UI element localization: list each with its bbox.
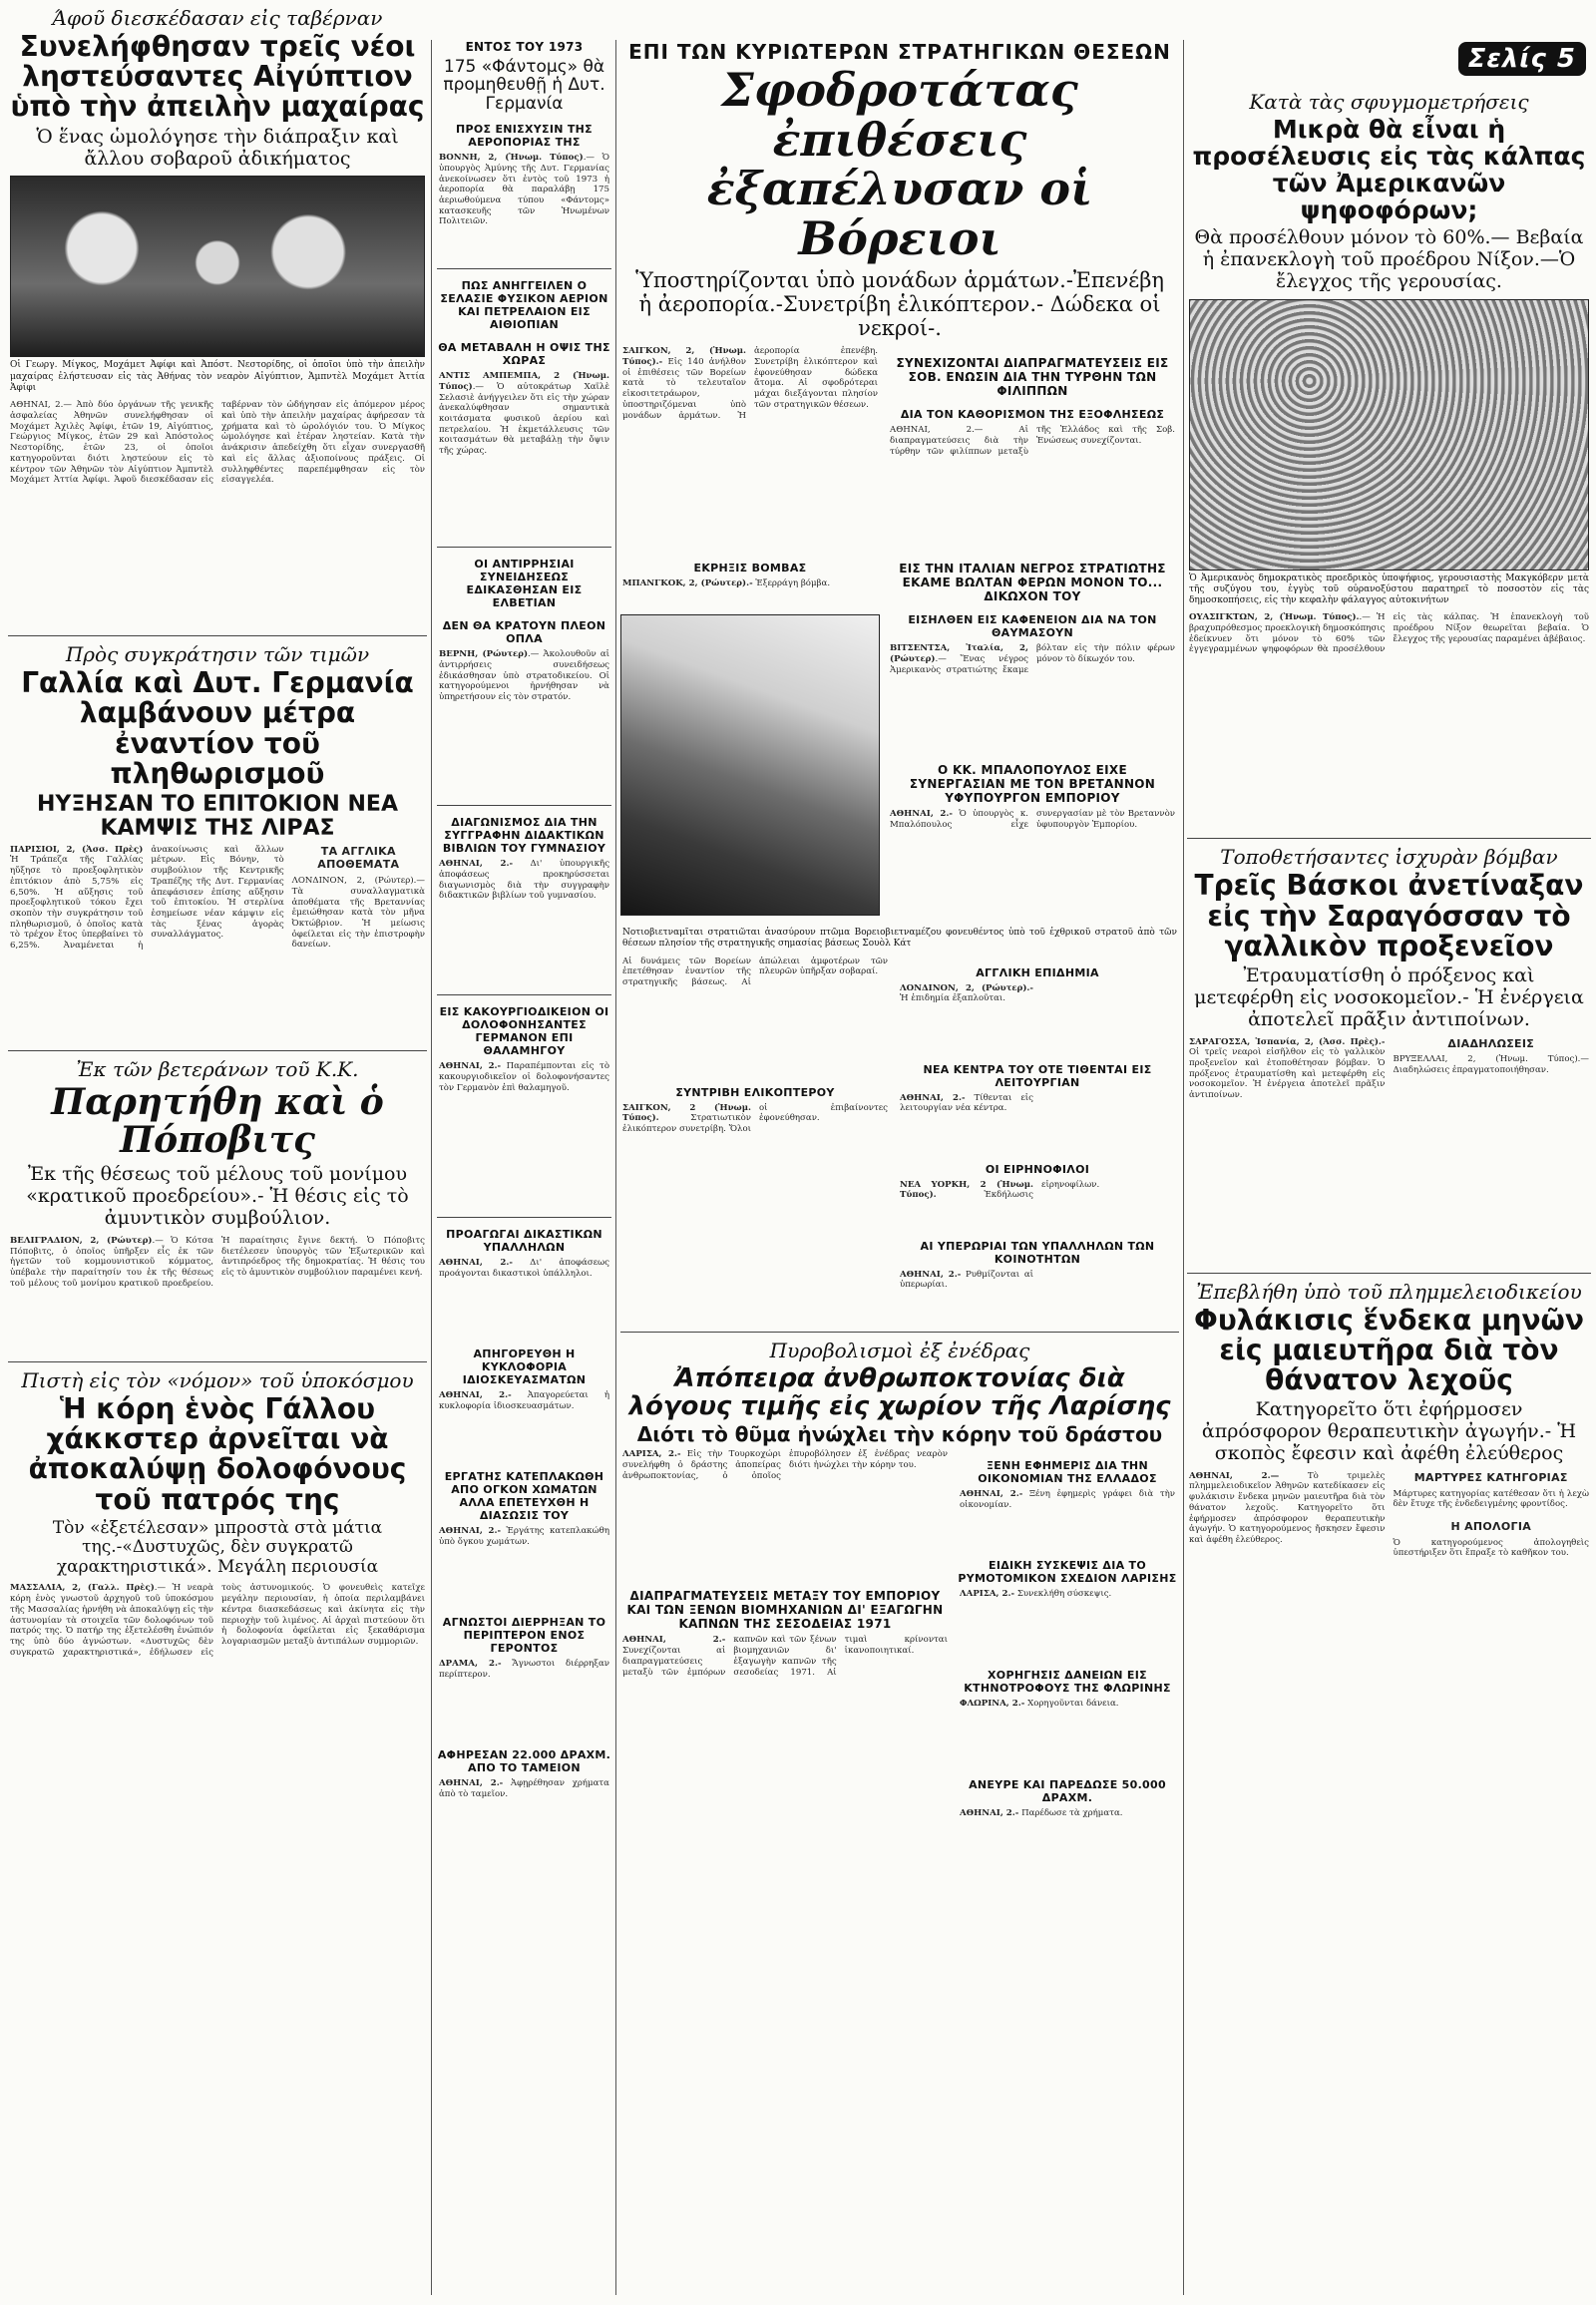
deck: Κατηγορεῖτο ὅτι ἐφήρμοσεν ἀπρόσφορον θεραπευτικὴν ἀγωγήν.- Ἡ σκοπὸς ἔφεσιν καὶ ἀφέθη ἐλεύθερος (1201, 1398, 1577, 1464)
headline: ΕΙΣ ΤΗΝ ΙΤΑΛΙΑΝ ΝΕΓΡΟΣ ΣΤΡΑΤΙΩΤΗΣ ΕΚΑΜΕ ΒΩΛΤΑΝ ΦΕΡΩΝ ΜΟΝΟΝ ΤΟ... ΔΙΚΩΧΟΝ ΤΟΥ (899, 562, 1166, 604)
minor-headline: ΔΙΑΔΗΛΩΣΕΙΣ (1447, 1036, 1535, 1050)
dateline: ΛΑΡΙΣΑ, 2.- (622, 1449, 681, 1460)
divider (8, 1050, 427, 1051)
article-body: ΑΘΗΝΑΙ, 2.— Ἀπὸ δύο ὀργάνων τῆς γενικῆς ἀσφαλείας Ἀθηνῶν συνελήφθησαν οἱ Μοχάμετ Ἀχιλὲς Ἀφίφι, ἐτῶν 19, Αἰγύπτιος, Γεώργιος Μίγκος, ἐτῶν 29 καὶ Ἀπόστολος Νεστορίδης, ἐτῶν 23, οἱ ὁποῖοι κατηγοροῦνται διότι ληστεύουν εἰς τὸ κέντρον τῶν Ἀθηνῶν τὸν Αἰγύπτιον Ἀμπντὲλ Μοχάμετ Ἀττία Ἀφίφι. Ἀφοῦ διεσκέδασαν εἰς ταβέρναν τὸν ὡδήγησαν εἰς ἀπόμερον μέρος καὶ ὑπὸ τὴν ἀπειλὴν μαχαίρας ἀφήρεσαν τὰ χρήματα καὶ τὸ ὡρολόγιόν του. Ὁ Μίγκος ὡμολόγησε καὶ ἑτέραν ληστείαν. Κατὰ τὴν ἀνάκρισιν ἀπεδείχθη ὅτι εἶχαν συνεργασθῆ καὶ εἰς ἄλλας ἀξιοποίνους πράξεις. Οἱ συλληφθέντες παρεπέμφθησαν εἰς τὸν εἰσαγγελέα. (10, 400, 425, 486)
article-body: ΑΘΗΝΑΙ, 2.- Ἐργάτης κατεπλακώθη ὑπὸ ὄγκου χωμάτων. (439, 1526, 609, 1547)
article-body: ΑΘΗΝΑΙ, 2.- Παρέδωσε τὰ χρήματα. (960, 1808, 1123, 1819)
lower-row (620, 1449, 1179, 1864)
article-body: ΑΘΗΝΑΙ, 2.- Δι' ἀποφάσεως προάγονται δικαστικοὶ ὑπάλληλοι. (439, 1258, 609, 1279)
article-body: ΑΘΗΝΑΙ, 2.- Παραπέμπονται εἰς τὸ κακουργιοδικεῖον οἱ δολοφονήσαντες τὸν Γερμανὸν ἐπὶ θαλαμηγοῦ. (439, 1061, 609, 1093)
headline: Ἡ κόρη ἑνὸς Γάλλου χάκκστερ ἀρνεῖται νὰ ἀποκαλύψῃ δολοφόνους τοῦ πατρός της (28, 1391, 407, 1516)
headline: ΕΡΓΑΤΗΣ ΚΑΤΕΠΛΑΚΩΘΗ ΑΠΟ ΟΓΚΟΝ ΧΩΜΑΤΩΝ ΑΛΛΑ ΕΠΕΤΕΥΧΘΗ Η ΔΙΑΣΩΣΙΣ ΤΟΥ (444, 1470, 604, 1523)
kicker: ΕΝΤΟΣ ΤΟΥ 1973 (465, 40, 584, 54)
column-narrow (437, 0, 611, 2305)
article-body: ΑΘΗΝΑΙ, 2.- Ρυθμίζονται αἱ ὑπερωρίαι. (900, 1269, 1033, 1291)
headline: ΟΙ ΑΝΤΙΡΡΗΣΙΑΙ ΣΥΝΕΙΔΗΣΕΩΣ ΕΔΙΚΑΣΘΗΣΑΝ ΕΙΣ ΕΛΒΕΤΙΑΝ (466, 558, 583, 610)
headline: ΕΚΡΗΞΙΣ ΒΟΜΒΑΣ (693, 562, 807, 576)
headline: ΕΙΔΙΚΗ ΣΥΣΚΕΨΙΣ ΔΙΑ ΤΟ ΡΥΜΟΤΟΜΙΚΟΝ ΣΧΕΔΙΟΝ ΛΑΡΙΣΗΣ (958, 1559, 1177, 1586)
kicker: ΕΠΙ ΤΩΝ ΚΥΡΙΩΤΕΡΩΝ ΣΤΡΑΤΗΓΙΚΩΝ ΘΕΣΕΩΝ (628, 40, 1171, 64)
lower-right (958, 1449, 1177, 1864)
dateline: ΑΘΗΝΑΙ, 2.- (900, 1269, 962, 1280)
dateline: ΑΘΗΝΑΙ, 2.- (439, 1778, 504, 1789)
headline: ΑΦΗΡΕΣΑΝ 22.000 ΔΡΑΧΜ. ΑΠΟ ΤΟ ΤΑΜΕΙΟΝ (437, 1748, 611, 1775)
column-rule (615, 40, 616, 2295)
article-body: ΔΡΑΜΑ, 2.- Ἄγνωστοι διέρρηξαν περίπτερον. (439, 1659, 609, 1680)
subheadline: ΔΕΝ ΘΑ ΚΡΑΤΟΥΝ ΠΛΕΟΝ ΟΠΛΑ (442, 619, 606, 646)
kicker: Τοποθετήσαντες ἰσχυρὰν βόμβαν (1220, 845, 1558, 870)
divider (8, 635, 427, 636)
kicker: Πιστὴ εἰς τὸν «νόμον» τοῦ ὑποκόσμου (21, 1367, 414, 1392)
minor-headline: ΜΑΡΤΥΡΕΣ ΚΑΤΗΓΟΡΙΑΣ (1413, 1470, 1568, 1484)
article-body: ΒΕΡΝΗ, (Ρώυτερ).— Ἀκολουθοῦν αἱ ἀντιρρήσεις συνειδήσεως ἐδικάσθησαν ὑπὸ στρατοδικείου. Οἱ κατηγορούμενοι ἠρνήθησαν νὰ ὑπηρετήσουν εἰς τὸν στρατόν. (439, 649, 609, 703)
deck: Ὁ ἕνας ὡμολόγησε τὴν διάπραξιν καὶ ἄλλου σοβαροῦ ἀδικήματος (36, 125, 399, 170)
article-body: ΛΟΝΔΙΝΟΝ, 2, (Ρώυτερ).- Ἡ ἐπιδημία ἐξαπλοῦται. (900, 982, 1033, 1004)
headline: ΠΩΣ ΑΝΗΓΓΕΙΛΕΝ Ο ΣΕΛΑΣΙΕ ΦΥΣΙΚΟΝ ΑΕΡΙΟΝ ΚΑΙ ΠΕΤΡΕΛΑΙΟΝ ΕΙΣ ΑΙΘΙΟΠΙΑΝ (440, 279, 608, 332)
article-body: ΛΑΡΙΣΑ, 2.- Εἰς τὴν Τουρκοχώρι συνελήφθη ὁ δράστης ἀποπείρας ἀνθρωποκτονίας, ὁ ὁποῖος ἐπυροβόλησεν ἐξ ἐνέδρας νεαρὸν διότι ἠνώχλει τὴν κόρην του. (622, 1449, 948, 1481)
headline: Σφοδροτάτας ἐπιθέσεις ἐξαπέλυσαν οἱ Βόρειοι (706, 63, 1093, 266)
dateline: ΑΘΗΝΑΙ, 2.- (622, 1635, 726, 1646)
mid-right (898, 957, 1177, 1326)
article-body: ΣΑΙΓΚΟΝ, 2 (Ἠνωμ. Τύπος). Στρατιωτικὸν ἑλικόπτερον συνετρίβη. Ὅλοι οἱ ἐπιβαίνοντες ἐφονεύθησαν. (622, 1102, 888, 1135)
divider (437, 805, 611, 806)
article-body: ΒΟΝΝΗ, 2, (Ἠνωμ. Τύπος).— Ὁ ὑπουργὸς Ἀμύνης τῆς Δυτ. Γερμανίας ἀνεκοίνωσεν ὅτι ἐντὸς τοῦ 1973 ἡ ἀεροπορία θὰ παραλάβῃ 175 ἀεριωθούμενα τύπου «Φάντομς» κατασκευῆς τῶν Ἡνωμένων Πολιτειῶν. (439, 153, 609, 227)
divider (8, 1361, 427, 1362)
dateline: ΑΘΗΝΑΙ, 2.- (439, 859, 514, 870)
deck: Τὸν «ἐξετέλεσαν» μπροστὰ στὰ μάτια της.-«Δυστυχῶς, δὲν συγκρατῶ χαρακτηριστικά». Μεγάλη περιουσία (52, 1517, 383, 1577)
article-body: ΠΑΡΙΣΙΟΙ, 2, (Ἀσσ. Πρὲς) Ἡ Τράπεζα τῆς Γαλλίας ηὔξησε τὸ προεξοφλητικὸν ἐπιτόκιον ἀπὸ 5,75% εἰς 6,50%. Ἡ αὔξησις τοῦ προεξοφλητικοῦ τόκου ἔχει σκοπὸν τὴν συγκράτησιν τοῦ πληθωρισμοῦ, ὁ ὁποῖος κατὰ τὸ τρέχον ἔτος ὑπερβαίνει τὸ 6,25%. Ἀναμένεται ἡ ἀνακοίνωσις καὶ ἄλλων μέτρων. Εἰς Βόνην, τὸ συμβούλιον τῆς Κεντρικῆς Τραπέζης τῆς Δυτ. Γερμανίας ἀπεφάσισεν ἐπίσης αὔξησιν τοῦ ἐπιτοκίου. Ἡ στερλίνα ἐσημείωσε νέαν κάμψιν εἰς τὰς ξένας ἀγορὰς συναλλάγματος. ΤΑ ΑΓΓΛΙΚΑ ΑΠΟΘΕΜΑΤΑ ΛΟΝΔΙΝΟΝ, 2, (Ρώυτερ).— Τὰ συναλλαγματικὰ ἀποθέματα τῆς Βρεταννίας ἐμειώθησαν κατὰ τὸν μῆνα Ὀκτώβριον. Ἡ μείωσις ὀφείλεται εἰς τὴν ἐπιστροφὴν δανείων. (10, 844, 425, 952)
dateline: ΑΘΗΝΑΙ, 2.- (439, 1526, 502, 1537)
side-stories (888, 346, 1177, 552)
headline: ΔΙΑΠΡΑΓΜΑΤΕΥΣΕΙΣ ΜΕΤΑΞΥ ΤΟΥ ΕΜΠΟΡΙΟΥ ΚΑΙ ΤΩΝ ΞΕΝΩΝ ΒΙΟΜΗΧΑΝΙΩΝ ΔΙ' ΕΞΑΓΩΓΗΝ ΚΑΠΝΩΝ ΤΗΣ ΣΕΣΟΔΕΙΑΣ 1971 (626, 1589, 944, 1632)
photo-mcgovern (1189, 299, 1589, 571)
mid-left (620, 957, 890, 1326)
dateline: ΒΙΤΣΕΝΤΣΑ, Ἰταλία, 2, (Ρώυτερ) (890, 643, 1028, 664)
article-body: ΑΘΗΝΑΙ, 2.— Αἱ διαπραγματεύσεις διὰ τὴν τύρθην τῶν φιλίππων μεταξὺ τῆς Ἑλλάδος καὶ τῆς Σοβ. Ἑνώσεως συνεχίζονται. (890, 425, 1175, 457)
column-right (1187, 0, 1591, 2305)
dateline: ΣΑΙΓΚΟΝ, 2, (Ἠνωμ. Τύπος).- (622, 346, 746, 367)
photo-suspects (10, 176, 425, 357)
headline: Παρητήθη καὶ ὁ Πόποβιτς (51, 1080, 384, 1162)
headline: Γαλλία καὶ Δυτ. Γερμανία λαμβάνουν μέτρα ἐναντίον τοῦ πληθωρισμοῦ (21, 666, 414, 790)
lead-story (620, 346, 880, 552)
headline: 175 «Φάντομς» θὰ προμηθευθῇ ἡ Δυτ. Γερμανία (443, 57, 605, 114)
article-body: ΑΘΗΝΑΙ, 2.- Δι' ὑπουργικῆς ἀποφάσεως προκηρύσσεται διαγωνισμὸς διὰ τὴν συγγραφὴν διδακτικῶν βιβλίων τοῦ γυμνασίου. (439, 859, 610, 902)
dateline: ΒΟΝΝΗ, 2, (Ἠνωμ. Τύπος) (439, 153, 584, 164)
divider (620, 1332, 1179, 1333)
lead-row (620, 346, 1179, 552)
photo-caption: Ὁ Ἀμερικανὸς δημοκρατικὸς προεδρικὸς ὑποψήφιος, γερουσιαστὴς Μακγκόβερν μετὰ τῆς συζύγου του, ἐγγὺς τοῦ οὐρανοξύστου παρατηρεῖ τὸ ποσοστὸν εἰς τὰς δημοσκοπήσεις, εἰς τὴν κεφαλὴν φάλαγγος αὐτοκινήτων (1189, 573, 1589, 606)
dateline: ΑΘΗΝΑΙ, 2.- (439, 1061, 502, 1072)
article-body: ΒΕΛΙΓΡΑΔΙΟΝ, 2, (Ρώυτερ).— Ὁ Κότσα Πόποβιτς, ὁ ὁποῖος ὑπῆρξεν εἷς ἐκ τῶν ἡγετῶν τοῦ κομμουνιστικοῦ κόμματος, ὑπέβαλε τὴν παραίτησίν του ἐκ τῆς θέσεως τοῦ μέλους τοῦ μονίμου κρατικοῦ προεδρείου. Ἡ παραίτησις ἔγινε δεκτή. Ὁ Πόποβιτς διετέλεσεν ὑπουργὸς τῶν Ἐξωτερικῶν καὶ ἀντιπρόεδρος τῆς δημοκρατίας. Ἡ θέσις του εἰς τὸ ἀμυντικὸν συμβούλιον παραμένει κενή. (10, 1235, 425, 1289)
article-body: ΜΑΣΣΑΛΙΑ, 2, (Γαλλ. Πρὲς).— Ἡ νεαρὰ κόρη ἑνὸς γνωστοῦ ἀρχηγοῦ τοῦ ὑποκόσμου τῆς Μασσαλίας ἠρνήθη νὰ ἀποκαλύψῃ εἰς τὴν ἀστυνομίαν τὰ στοιχεῖα τῶν δολοφόνων τοῦ πατρός της. Ὁ πατήρ της ἐξετελέσθη ἐνώπιόν της ὑπὸ δύο ἀγνώστων. «Δυστυχῶς δὲν συγκρατῶ χαρακτηριστικά», ἐδήλωσεν εἰς τοὺς ἀστυνομικούς. Ὁ φονευθεὶς κατεῖχε μεγάλην περιουσίαν, ἡ ὁποία περιλαμβάνει κέντρα διασκεδάσεως καὶ ἀκίνητα εἰς τὴν περιοχὴν τοῦ λιμένος. Αἱ ἀρχαὶ πιστεύουν ὅτι ἡ δολοφονία ὀφείλεται εἰς ξεκαθάρισμα λογαριασμῶν μεταξὺ ἀντιπάλων συμμοριῶν. (10, 1583, 425, 1658)
dateline: ΑΘΗΝΑΙ, 2.- (890, 809, 953, 820)
dateline: ΑΘΗΝΑΙ, 2.- (960, 1489, 1023, 1500)
headline: ΟΙ ΕΙΡΗΝΟΦΙΛΟΙ (985, 1162, 1090, 1176)
dateline: ΝΕΑ ΥΟΡΚΗ, 2 (Ἠνωμ. Τύπος). (900, 1179, 1033, 1201)
divider (1187, 1273, 1591, 1274)
dateline: ΑΘΗΝΑΙ, 2.- (439, 1258, 513, 1269)
article-body: ΑΘΗΝΑΙ, 2.- Τίθενται εἰς λειτουργίαν νέα κέντρα. (900, 1092, 1033, 1114)
subheadline: ΗΥΞΗΣΑΝ ΤΟ ΕΠΙΤΟΚΙΟΝ ΝΕΑ ΚΑΜΨΙΣ ΤΗΣ ΛΙΡΑΣ (37, 792, 398, 841)
headline: Ἀπόπειρα ἀνθρωποκτονίας διὰ λόγους τιμῆς εἰς χωρίον τῆς Λαρίσης (628, 1362, 1171, 1421)
deck: Ἐτραυματίσθη ὁ πρόξενος καὶ μετεφέρθη εἰς νοσοκομεῖον.- Ἡ ἐνέργεια ἀποτελεῖ πρᾶξιν ἀντιποίνων. (1194, 963, 1584, 1030)
article-body: ΝΕΑ ΥΟΡΚΗ, 2 (Ἠνωμ. Τύπος). Ἐκδήλωσις εἰρηνοφίλων. (900, 1179, 1100, 1201)
photo-soldiers (620, 614, 880, 916)
article-body: ΦΛΩΡΙΝΑ, 2.- Χορηγοῦνται δάνεια. (960, 1699, 1119, 1710)
subheadline: ΘΑ ΜΕΤΑΒΑΛΗ Η ΟΨΙΣ ΤΗΣ ΧΩΡΑΣ (438, 341, 610, 368)
minor-headline: Η ΑΠΟΛΟΓΙΑ (1450, 1519, 1532, 1533)
dateline: ΣΑΡΑΓΟΣΣΑ, Ἱσπανία, 2, (Ἀσσ. Πρὲς).- (1189, 1036, 1386, 1047)
kicker: Άφοῦ διεσκέδασαν εἰς ταβέρναν (52, 6, 383, 30)
photo-row (620, 552, 1179, 925)
dateline: ΜΑΣΣΑΛΙΑ, 2, (Γαλλ. Πρὲς) (10, 1583, 155, 1594)
headline: Τρεῖς Βάσκοι ἀνετίναξαν εἰς τὴν Σαραγόσσαν τὸ γαλλικὸν προξενεῖον (1194, 869, 1584, 962)
headline: ΑΝΕΥΡΕ ΚΑΙ ΠΑΡΕΔΩΣΕ 50.000 ΔΡΑΧΜ. (969, 1778, 1166, 1805)
article-body: ΣΑΡΑΓΟΣΣΑ, Ἱσπανία, 2, (Ἀσσ. Πρὲς).- Οἱ τρεῖς νεαροὶ εἰσῆλθον εἰς τὸ γαλλικὸν προξενεῖον καὶ ἐτοποθέτησαν βόμβαν. Ὁ πρόξενος ἐτραυματίσθη καὶ μετεφέρθη εἰς νοσοκομεῖον. Ἡ ἐνέργεια ἀποτελεῖ πρᾶξιν ἀντιποίνων. ΔΙΑΔΗΛΩΣΕΙΣ ΒΡΥΞΕΛΛΑΙ, 2, (Ἠνωμ. Τύπος).— Διαδηλώσεις ἐπραγματοποιήθησαν. (1189, 1036, 1589, 1101)
headline: ΣΥΝΕΧΙΖΟΝΤΑΙ ΔΙΑΠΡΑΓΜΑΤΕΥΣΕΙΣ ΕΙΣ ΣΟΒ. ΕΝΩΣΙΝ ΔΙΑ ΤΗΝ ΤΥΡΘΗΝ ΤΩΝ ΦΙΛΙΠΠΩΝ (896, 356, 1169, 399)
headline: ΧΟΡΗΓΗΣΙΣ ΔΑΝΕΙΩΝ ΕΙΣ ΚΤΗΝΟΤΡΟΦΟΥΣ ΤΗΣ ΦΛΩΡΙΝΗΣ (964, 1669, 1171, 1696)
photo-caption: Οἱ Γεωργ. Μίγκος, Μοχάμετ Ἀφίφι καὶ Ἀπόστ. Νεστορίδης, οἱ ὁποῖοι ὑπὸ τὴν ἀπειλὴν μαχαίρας ἐλήστευσαν εἰς τὰς Ἀθήνας τὸν νεαρὸν Αἰγύπτιον, Ἀμπντὲλ Μοχάμετ Ἀττία Ἀφίφι (10, 360, 425, 393)
article-body: ΑΘΗΝΑΙ, 2.- Ἀφῃρέθησαν χρήματα ἀπὸ τὸ ταμεῖον. (439, 1778, 609, 1799)
dateline: ΠΑΡΙΣΙΟΙ, 2, (Ἀσσ. Πρὲς) (10, 844, 144, 855)
column-rule (1183, 40, 1184, 2295)
column-left (8, 0, 427, 2305)
dateline: ΒΕΡΝΗ, (Ρώυτερ) (439, 649, 529, 660)
article-body: ΟΥΑΣΙΓΚΤΩΝ, 2, (Ἠνωμ. Τύπος)..— Ἡ βραχυπρόθεσμος προεκλογικὴ δημοσκόπησις ἐδείκνυεν ὅτι μόνον τὸ 60% τῶν ἐγγεγραμμένων ψηφοφόρων θὰ προσέλθουν εἰς τὰς κάλπας. Ἡ ἐπανεκλογὴ τοῦ προέδρου Νίξον θεωρεῖται βεβαία. Ὁ ἔλεγχος τῆς γερουσίας παραμένει ἀβέβαιος. (1189, 612, 1589, 655)
headline: ΣΥΝΤΡΙΒΗ ΕΛΙΚΟΠΤΕΡΟΥ (675, 1085, 835, 1099)
divider (437, 268, 611, 269)
dateline: ΑΘΗΝΑΙ, 2.- (900, 1092, 966, 1103)
article-body: ΑΘΗΝΑΙ, 2.- Ξένη ἐφημερὶς γράφει διὰ τὴν οἰκονομίαν. (960, 1489, 1176, 1511)
headline: Μικρὰ θὰ εἶναι ἡ προσέλευσις εἰς τὰς κάλπας τῶν Ἀμερικανῶν ψηφοφόρων; (1192, 115, 1586, 224)
section-page-label: Σελίς 5 (1458, 42, 1586, 76)
divider (1187, 838, 1591, 839)
headline: Ο ΚΚ. ΜΠΑΛΟΠΟΥΛΟΣ ΕΙΧΕ ΣΥΝΕΡΓΑΣΙΑΝ ΜΕ ΤΟΝ ΒΡΕΤΑΝΝΟΝ ΥΦΥΠΟΥΡΓΟΝ ΕΜΠΟΡΙΟΥ (909, 763, 1156, 806)
dateline: ΑΘΗΝΑΙ, 2.— (1189, 1470, 1280, 1481)
headline: ΑΓΝΩΣΤΟΙ ΔΙΕΡΡΗΞΑΝ ΤΟ ΠΕΡΙΠΤΕΡΟΝ ΕΝΟΣ ΓΕΡΟΝΤΟΣ (442, 1616, 606, 1656)
article-body: ΑΘΗΝΑΙ, 2.- Ἀπαγορεύεται ἡ κυκλοφορία ἰδιοσκευασμάτων. (439, 1390, 610, 1411)
headline: ΠΡΟΑΓΩΓΑΙ ΔΙΚΑΣΤΙΚΩΝ ΥΠΑΛΛΗΛΩΝ (446, 1228, 602, 1255)
article-body: ΒΙΤΣΕΝΤΣΑ, Ἰταλία, 2, (Ρώυτερ).— Ἕνας νέγρος Ἀμερικανὸς στρατιώτης ἔκαμε βόλταν εἰς τὴν πόλιν φέρων μόνον τὸ δίκωχόν του. (890, 643, 1175, 675)
lower-left (620, 1449, 950, 1864)
article-body: ΑΝΤΙΣ ΑΜΠΕΜΠΑ, 2 (Ἠνωμ. Τύπος).— Ὁ αὐτοκράτωρ Χαϊλὲ Σελασιὲ ἀνήγγειλεν ὅτι εἰς τὴν χώραν ἀνεκαλύφθησαν σημαντικὰ κοιτάσματα φυσικοῦ ἀερίου καὶ πετρελαίου. Ἡ ἐκμετάλλευσις τῶν κοιτασμάτων θὰ μεταβάλῃ τὴν ὄψιν τῆς χώρας. (439, 371, 609, 457)
kicker: Πυροβολισμοὶ ἐξ ἐνέδρας (769, 1338, 1030, 1362)
deck: Ἐκ τῆς θέσεως τοῦ μέλους τοῦ μονίμου «κρατικοῦ προεδρείου».- Ἡ θέσις εἰς τὸ ἀμυντικὸν συμβούλιον. (26, 1163, 409, 1230)
headline: Συνελήφθησαν τρεῖς νέοι ληστεύσαντες Αἰγύπτιον ὑπὸ τὴν ἀπειλὴν μαχαίρας (10, 30, 425, 124)
headline: ΑΠΗΓΟΡΕΥΘΗ Η ΚΥΚΛΟΦΟΡΙΑ ΙΔΙΟΣΚΕΥΑΣΜΑΤΩΝ (462, 1347, 587, 1387)
kicker: Κατὰ τὰς σφυγμομετρήσεις (1249, 90, 1529, 114)
headline: ΑΓΓΛΙΚΗ ΕΠΙΔΗΜΙΑ (976, 965, 1099, 979)
subheadline: ΕΙΣΗΛΘΕΝ ΕΙΣ ΚΑΦΕΝΕΙΟΝ ΔΙΑ ΝΑ ΤΟΝ ΘΑΥΜΑΣΟΥΝ (908, 613, 1157, 640)
headline: ΕΙΣ ΚΑΚΟΥΡΓΙΟΔΙΚΕΙΟΝ ΟΙ ΔΟΛΟΦΟΝΗΣΑΝΤΕΣ ΓΕΡΜΑΝΟΝ ΕΠΙ ΘΑΛΑΜΗΓΟΥ (439, 1005, 609, 1058)
dateline: ΛΟΝΔΙΝΟΝ, 2, (Ρώυτερ).- (900, 982, 1033, 993)
subheadline: ΠΡΟΣ ΕΝΙΣΧΥΣΙΝ ΤΗΣ ΑΕΡΟΠΟΡΙΑΣ ΤΗΣ (455, 123, 593, 150)
article-body: ΣΑΙΓΚΟΝ, 2, (Ἠνωμ. Τύπος).- Εἰς 140 ἀνήλθον οἱ ἐπιθέσεις τῶν Βορείων κατὰ τὸ τελευταῖον εἰκοσιτετράωρον, ὑποστηριζόμεναι ὑπὸ μονάδων ἁρμάτων. Ἡ ἀεροπορία ἐπενέβη. Συνετρίβη ἑλικόπτερον καὶ ἐφονεύθησαν δώδεκα ἄτομα. Αἱ σφοδρότεραι μάχαι διεξάγονται πλησίον τῶν στρατηγικῶν θέσεων. (622, 346, 878, 421)
dateline: ΣΑΙΓΚΟΝ, 2 (Ἠνωμ. Τύπος). (622, 1102, 751, 1124)
dateline: ΒΕΛΙΓΡΑΔΙΟΝ, 2, (Ρώυτερ) (10, 1235, 153, 1246)
kicker: Πρὸς συγκράτησιν τῶν τιμῶν (65, 642, 370, 667)
column-rule (431, 40, 432, 2295)
article-body: ΑΘΗΝΑΙ, 2.— Τὸ τριμελὲς πλημμελειοδικεῖον Ἀθηνῶν κατεδίκασεν εἰς φυλάκισιν ἕνδεκα μηνῶν μαιευτῆρα διὰ τὸν θάνατον λεχοῦς. Κατηγορεῖτο ὅτι ἐφήρμοσεν ἀπρόσφορον θεραπευτικὴν ἀγωγήν. Ὁ κατηγορούμενος ἤσκησεν ἔφεσιν καὶ ἀφέθη ἐλεύθερος. ΜΑΡΤΥΡΕΣ ΚΑΤΗΓΟΡΙΑΣ Μάρτυρες κατηγορίας κατέθεσαν ὅτι ἡ λεχὼ δὲν ἔτυχε τῆς ἐνδεδειγμένης φροντίδος. Η ΑΠΟΛΟΓΙΑ Ὁ κατηγορούμενος ἀπολογηθεὶς ὑπεστήριξεν ὅτι ἔπραξε τὸ καθῆκον του. (1189, 1470, 1589, 1559)
photo-caption: Νοτιοβιετναμῖται στρατιῶται ἀνασύρουν πτῶμα Βορειοβιετναμέζου φονευθέντος ὑπὸ τοῦ ἐχθρικοῦ στρατοῦ ἀπὸ τῶν θέσεων πλησίον τῆς στρατηγικῆς σημασίας βάσεως Σουὸλ Κάτ (622, 928, 1177, 950)
article-body: ΜΠΑΝΓΚΟΚ, 2, (Ρώυτερ).- Ἐξερράγη βόμβα. (622, 578, 831, 589)
dateline: ΛΑΡΙΣΑ, 2.- (960, 1589, 1015, 1600)
divider (437, 547, 611, 548)
deck: Θὰ προσέλθουν μόνον τὸ 60%.— Βεβαία ἡ ἐπανεκλογὴ τοῦ προέδρου Νίξον.—Ὁ ἔλεγχος τῆς γερουσίας. (1194, 226, 1584, 292)
kicker: Ἐπεβλήθη ὑπὸ τοῦ πλημμελειοδικείου (1196, 1279, 1582, 1304)
article-body: Αἱ δυνάμεις τῶν Βορείων ἐπετέθησαν ἐναντίον τῆς στρατηγικῆς βάσεως. Αἱ ἀπώλειαι ἀμφοτέρων τῶν πλευρῶν ὑπῆρξαν σοβαραί. (622, 956, 888, 988)
dateline: ΑΘΗΝΑΙ, 2.- (439, 1390, 512, 1401)
divider (437, 994, 611, 995)
dateline: ΜΠΑΝΓΚΟΚ, 2, (Ρώυτερ).- (622, 578, 753, 589)
side-stories (888, 552, 1177, 925)
article-body: ΛΑΡΙΣΑ, 2.- Συνεκλήθη σύσκεψις. (960, 1589, 1112, 1600)
subheadline: ΔΙΑ ΤΟΝ ΚΑΘΟΡΙΣΜΟΝ ΤΗΣ ΕΞΟΦΛΗΣΕΩΣ (900, 408, 1165, 422)
mid-row (620, 957, 1179, 1326)
headline: ΔΙΑΓΩΝΙΣΜΟΣ ΔΙΑ ΤΗΝ ΣΥΓΓΡΑΦΗΝ ΔΙΔΑΚΤΙΚΩΝ ΒΙΒΛΙΩΝ ΤΟΥ ΓΥΜΝΑΣΙΟΥ (442, 816, 606, 856)
column-center (620, 0, 1179, 2305)
dateline: ΦΛΩΡΙΝΑ, 2.- (960, 1699, 1025, 1710)
dateline: ΑΘΗΝΑΙ, 2.- (960, 1808, 1019, 1819)
deck: Διότι τὸ θῦμα ἠνώχλει τὴν κόρην τοῦ δράστου (636, 1421, 1163, 1446)
dateline: ΑΝΤΙΣ ΑΜΠΕΜΠΑ, 2 (Ἠνωμ. Τύπος) (439, 371, 609, 392)
headline: ΝΕΑ ΚΕΝΤΡΑ ΤΟΥ ΟΤΕ ΤΙΘΕΝΤΑΙ ΕΙΣ ΛΕΙΤΟΥΡΓΙΑΝ (923, 1062, 1152, 1089)
article-body: ΑΘΗΝΑΙ, 2.- Ὁ ὑπουργὸς κ. Μπαλόπουλος εἶχε συνεργασίαν μὲ τὸν Βρεταννὸν ὑφυπουργὸν Ἐμπορίου. (890, 809, 1175, 830)
dateline: ΔΡΑΜΑ, 2.- (439, 1659, 502, 1670)
headline: Φυλάκισις ἕνδεκα μηνῶν εἰς μαιευτῆρα διὰ τὸν θάνατον λεχοῦς (1194, 1303, 1584, 1396)
headline: ΞΕΝΗ ΕΦΗΜΕΡΙΣ ΔΙΑ ΤΗΝ ΟΙΚΟΝΟΜΙΑΝ ΤΗΣ ΕΛΛΑΔΟΣ (978, 1459, 1157, 1486)
minor-headline: ΤΑ ΑΓΓΛΙΚΑ ΑΠΟΘΕΜΑΤΑ (317, 844, 400, 872)
kicker: Ἐκ τῶν βετεράνων τοῦ Κ.Κ. (76, 1056, 359, 1081)
dateline: ΟΥΑΣΙΓΚΤΩΝ, 2, (Ἠνωμ. Τύπος). (1189, 612, 1360, 623)
photo-block (620, 552, 880, 925)
headline: ΑΙ ΥΠΕΡΩΡΙΑΙ ΤΩΝ ΥΠΑΛΛΗΛΩΝ ΤΩΝ ΚΟΙΝΟΤΗΤΩΝ (920, 1239, 1155, 1266)
divider (437, 1217, 611, 1218)
deck: Ὑποστηρίζονται ὑπὸ μονάδων ἁρμάτων.-Ἐπενέβη ἡ ἀεροπορία.-Συνετρίβη ἑλικόπτερον.- Δώδεκα οἱ νεκροί-. (635, 267, 1164, 340)
article-body: ΑΘΗΝΑΙ, 2.- Συνεχίζονται αἱ διαπραγματεύσεις μεταξὺ τῶν ἐμπόρων καπνῶν καὶ τῶν ξένων βιομηχανιῶν δι' ἐξαγωγὴν καπνῶν τῆς σεσοδείας 1971. Αἱ τιμαὶ κρίνονται ἱκανοποιητικαί. (622, 1635, 948, 1678)
